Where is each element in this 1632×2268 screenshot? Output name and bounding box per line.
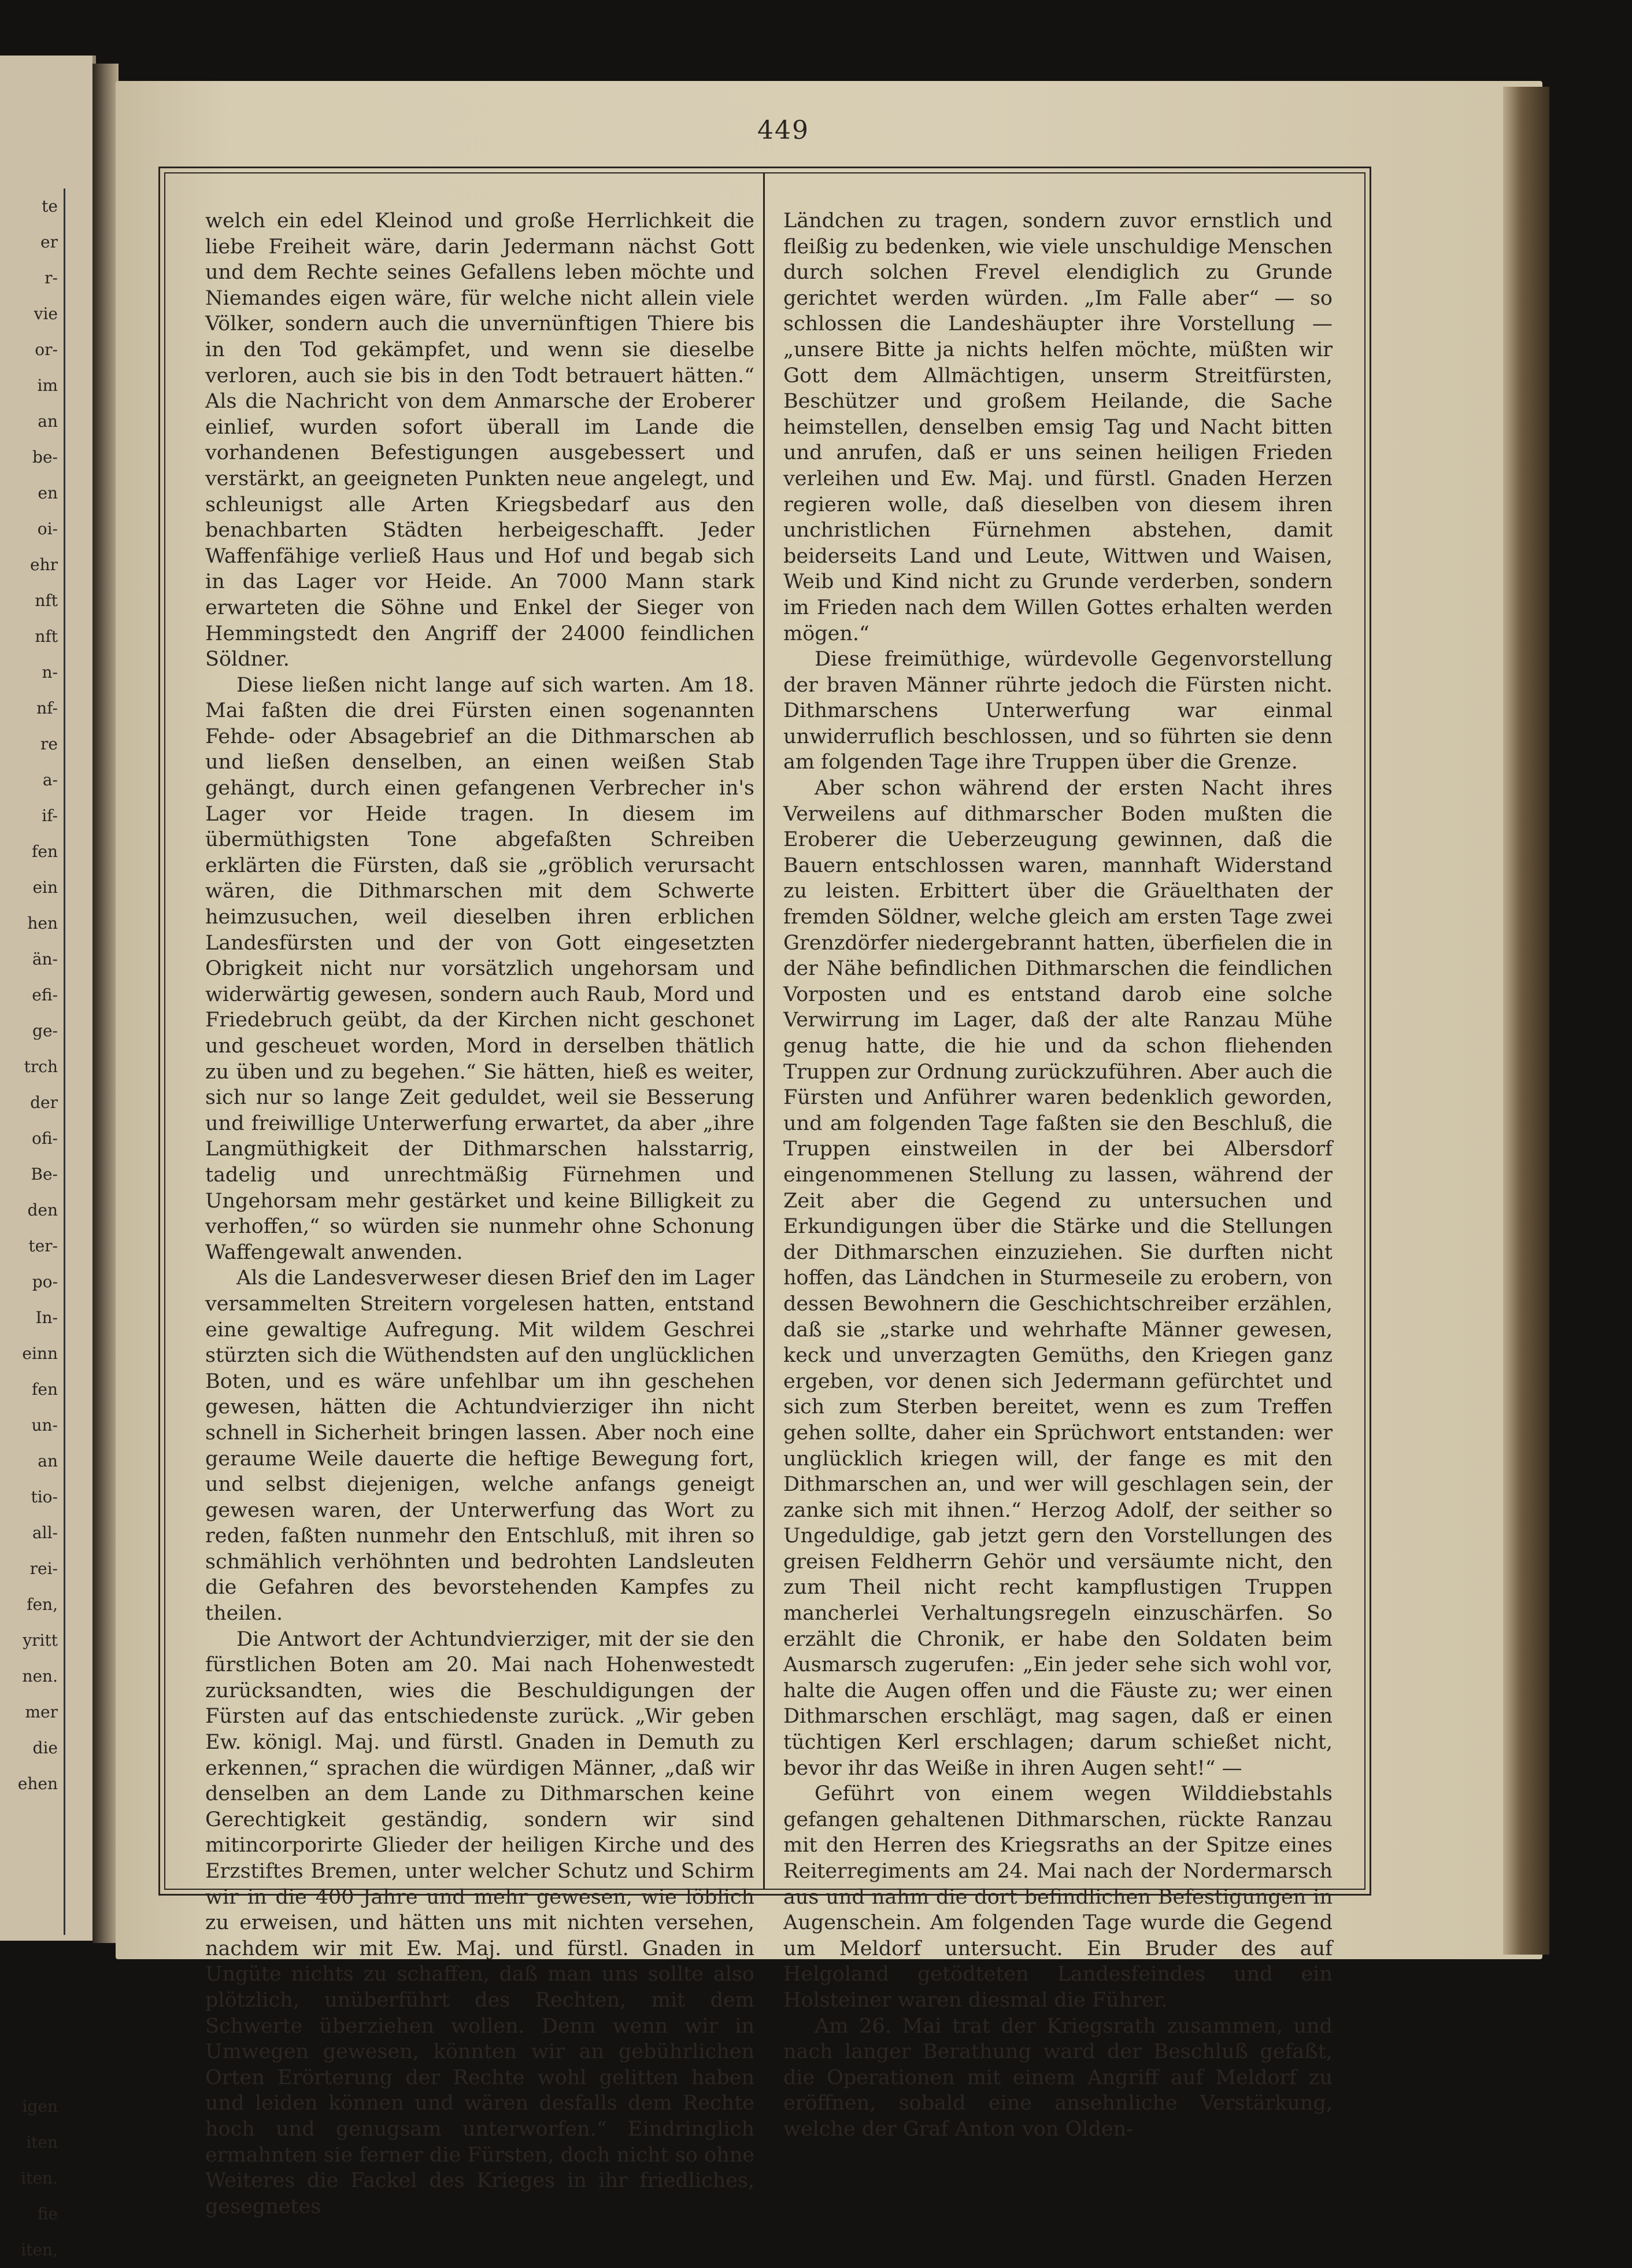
left-page-fragment: iten. (21, 2169, 58, 2188)
left-page-fragment: Be- (31, 1165, 58, 1184)
left-page-fragment: die (32, 1738, 58, 1757)
left-page-fragment (0, 1945, 64, 1981)
left-page-fragment: r- (45, 268, 58, 287)
left-page-fragment: fie (37, 2204, 58, 2223)
left-page-fragment: tio- (31, 1487, 58, 1506)
paragraph: Diese freimüthige, würdevolle Gegenvorstellung der braven Männer rührte jedoch die Fürsten nicht. Dithmarschens Unterwerfung war einmal unwiderruflich beschlossen, und so führten sie denn am folgenden Tage ihre Truppen über die Grenze. (783, 648, 1333, 774)
left-page-fragment: im (37, 376, 58, 395)
left-page-fragment: an (38, 412, 58, 431)
left-page-fragment: rei- (29, 1559, 58, 1578)
left-page-fragment: nft (35, 627, 58, 646)
left-page-fragment: ter- (28, 1236, 58, 1255)
paragraph: Geführt von einem wegen Wilddiebstahls gefangen gehaltenen Dithmarschen, rückte Ranzau mit den Herren des Kriegsraths an der Spitze eines Reiterregiments am 24. Mai nach der Nordermarsch aus und nahm die dort befindlichen Befestigungen in Augenschein. Am folgenden Tage wurde die Gegend um Meldorf untersucht. Ein Bruder des auf Helgoland getödteten Landesfeindes und ein Holsteiner waren diesmal die Führer. (783, 1782, 1333, 2012)
left-page-fragment: fen (32, 842, 58, 861)
paragraph: Die Antwort der Achtundvierziger, mit der sie den fürstlichen Boten am 20. Mai nach Hohenwestedt zurücksandten, wies die Beschuldigungen der Fürsten auf das entschiedenste zurück. „Wir geben Ew. königl. Maj. und fürstl. Gnaden in Demuth zu erkennen,“ sprachen die würdigen Männer, „daß wir denselben an dem Lande zu Dithmarschen keine Gerechtigkeit geständig, sondern wir sind mitincorporirte Glieder der heiligen Kirche und des Erzstiftes Bremen, unter welcher Schutz und Schirm wir in die 400 Jahre und mehr gewesen, wie löblich zu erweisen, und hätten uns mit nichten versehen, nachdem wir mit Ew. Maj. und fürstl. Gnaden in Ungüte nichts zu schaffen, daß man uns sollte also plötzlich, unüberführt des Rechten, mit dem Schwerte überziehen wollen. Denn wenn wir in Umwegen gewesen, könnten wir an gebührlichen Orten Erörterung der Rechte wohl gelitten haben und leiden können und wären desfalls dem Rechte hoch und genugsam unterworfen.“ Eindringlich ermahnten sie ferner die Fürsten, doch nicht so ohne Weiteres die Fackel des Krieges in ihr friedliches, gesegnetes (205, 1627, 754, 2218)
left-page-fragment: hen (27, 914, 58, 933)
left-page-fragment: ge- (32, 1021, 58, 1040)
left-page-fragment: der (30, 1093, 58, 1112)
left-page-fragment: In- (35, 1308, 58, 1327)
left-page-fragment: en (38, 483, 58, 503)
left-page-fragment: iten, (21, 2240, 58, 2259)
page-number: 449 (757, 116, 809, 145)
left-page-text-fragments (0, 189, 65, 2259)
left-page-fragment: mer (25, 1702, 58, 1722)
paragraph: Ländchen zu tragen, sondern zuvor ernstlich und fleißig zu bedenken, wie viele unschuldige Menschen durch solchen Frevel elendiglich zu Grunde gerichtet werden würden. „Im Falle aber“ — so schlossen die Landeshäupter ihre Vorstellung — „unsere Bitte ja nichts helfen möchte, müßten wir Gott dem Allmächtigen, unserm Streitfürsten, Beschützer und großem Heilande, die Sache heimstellen, denselben emsig Tag und Nacht bitten und anrufen, daß er uns seinen heiligen Frieden verleihen und Ew. Maj. und fürstl. Gnaden Herzen regieren wolle, daß dieselben von diesem ihren unchristlichen Fürnehmen abstehen, damit beiderseits Land und Leute, Wittwen und Waisen, Weib und Kind nicht zu Grunde verderben, sondern im Frieden nach dem Willen Gottes erhalten werden mögen.“ (783, 209, 1333, 645)
left-page-fragment (0, 1909, 64, 1945)
left-page-fragment (0, 1874, 64, 1909)
left-page-fragment (0, 1981, 64, 2017)
left-page-fragment: yritt (23, 1631, 58, 1650)
right-column (783, 208, 1333, 2143)
left-page-fragment: un- (31, 1416, 58, 1435)
left-page-fragment: än- (32, 950, 58, 969)
left-page-fragment (0, 1838, 64, 1874)
left-page-fragment: an (38, 1451, 58, 1471)
left-page-fragment: ein (32, 878, 58, 897)
left-page-fragment: einn (22, 1344, 58, 1363)
paragraph: Aber schon während der ersten Nacht ihres Verweilens auf dithmarscher Boden mußten die Eroberer die Ueberzeugung gewinnen, daß die Bauern entschlossen waren, mannhaft Widerstand zu leisten. Erbittert über die Gräuelthaten der fremden Söldner, welche gleich am ersten Tage zwei Grenzdörfer niedergebrannt hatten, überfielen die in der Nähe befindlichen Dithmarschen die feindlichen Vorposten und es entstand darob eine solche Verwirrung im Lager, daß der alte Ranzau Mühe genug hatte, die hie und da schon fliehenden Truppen zur Ordnung zurückzuführen. Aber auch die Fürsten und Anführer waren bedenklich geworden, und am folgenden Tage faßten sie den Beschluß, die Truppen einstweilen in der bei Albersdorf eingenommenen Stellung zu lassen, während der Zeit aber die Gegend zu untersuchen und Erkundigungen über die Stärke und die Stellungen der Dithmarschen einzuziehen. Sie durften nicht hoffen, das Ländchen in Sturmeseile zu erobern, von dessen Bewohnern die Geschichtschreiber erzählen, daß sie „starke und wehrhafte Männer gewesen, keck und unverzagten Gemüths, den Kriegen ganz ergeben, vor denen sich Jedermann gefürchtet und sich zum Sterben bereitet, wenn es zum Treffen gehen sollte, daher ein Sprüchwort entstanden: wer unglücklich kriegen will, der fange es mit den Dithmarschen an, und wer will geschlagen sein, der zanke sich mit ihnen.“ Herzog Adolf, der seither so Ungeduldige, gab jetzt gern den Vorstellungen des greisen Feldherrn Gehör und versäumte nicht, den zum Theil nicht recht kampflustigen Truppen mancherlei Verhaltungsregeln einzuschärfen. So erzählt die Chronik, er habe den Soldaten beim Ausmarsch zugerufen: „Ein jeder sehe sich wohl vor, halte die Augen offen und die Fäuste zu; wer einen Dithmarschen erschlägt, mag sagen, daß er einen tüchtigen Kerl erschlagen; darum schießet nicht, bevor ihr das Weiße in ihren Augen seht!“ — (783, 777, 1333, 1780)
left-page-fragment: re (40, 734, 58, 753)
left-page-fragment: oi- (37, 519, 58, 538)
left-page-fragment: n- (42, 663, 58, 682)
left-page-fragment: fen (32, 1380, 58, 1399)
left-page-fragment: nf- (36, 699, 58, 718)
left-page-fragment: be- (32, 448, 58, 467)
left-page-fragment: igen (22, 2097, 58, 2116)
left-page-fragment: iten (26, 2133, 58, 2152)
book-spine (92, 64, 119, 1943)
left-page-fragment (0, 2053, 64, 2089)
left-page-fragment: ehr (30, 555, 58, 574)
left-page-fragment: er (40, 232, 58, 252)
paragraph: welch ein edel Kleinod und große Herrlichkeit die liebe Freiheit wäre, darin Jedermann nächst Gott und dem Rechte seines Gefallens leben möchte und Niemandes eigen wäre, für welche nicht allein viele Völker, sondern auch die unvernünftigen Thiere bis in den Tod gekämpfet, und wenn sie dieselbe verloren, auch sie bis in den Todt betrauert hätten.“ Als die Nachricht von dem Anmarsche der Eroberer einlief, wurden sofort überall im Lande die vorhandenen Befestigungen ausgebessert und verstärkt, an geeigneten Punkten neue angelegt, und schleunigst alle Arten Kriegsbedarf aus den benachbarten Städten herbeigeschafft. Jeder Waffenfähige verließ Haus und Hof und begab sich in das Lager vor Heide. An 7000 Mann stark erwarteten die Söhne und Enkel der Sieger von Hemmingstedt den Angriff der 24000 feindlichen Söldner. (205, 209, 754, 671)
left-page-fragment: all- (32, 1523, 58, 1542)
left-page-fragment: if- (42, 806, 58, 825)
left-page-fragment: po- (32, 1272, 58, 1291)
left-page-fragment: nft (35, 591, 58, 610)
left-page-fragment: fen, (27, 1595, 58, 1614)
left-page-fragment: a- (42, 770, 58, 789)
left-page-fragment: nen. (22, 1667, 58, 1686)
left-page-fragment: te (42, 197, 58, 216)
left-page-edge (0, 56, 96, 2259)
left-page-fragment: ehen (17, 1774, 58, 1793)
left-column (205, 208, 754, 2219)
left-page-fragment (0, 2017, 64, 2053)
left-page-fragment (0, 1802, 64, 1838)
paragraph: Am 26. Mai trat der Kriegsrath zusammen, und nach langer Berathung ward der Beschluß gefaßt, die Operationen mit einem Angriff auf Meldorf zu eröffnen, sobald eine ansehnliche Verstärkung, welche der Graf Anton von Olden- (783, 2014, 1333, 2141)
paragraph: Als die Landesverweser diesen Brief den im Lager versammelten Streitern vorgelesen hatten, entstand eine gewaltige Aufregung. Mit wildem Geschrei stürzten sich die Wüthendsten auf den unglücklichen Boten, und es wäre unfehlbar um ihn geschehen gewesen, hätten die Achtundvierziger ihn nicht schnell in Sicherheit bringen lassen. Aber noch eine geraume Weile dauerte die heftige Bewegung fort, und selbst diejenigen, welche anfangs geneigt gewesen waren, der Unterwerfung das Wort zu reden, faßten nunmehr den Entschluß, mit ihren so schmählich verhöhnten und bedrohten Landsleuten die Gefahren des bevorstehenden Kampfes zu theilen. (205, 1266, 754, 1626)
left-page-fragment: efi- (32, 985, 58, 1004)
column-divider (763, 172, 765, 1890)
paragraph: Diese ließen nicht lange auf sich warten. Am 18. Mai faßten die drei Fürsten einen sogenannten Fehde- oder Absagebrief an die Dithmarschen ab und ließen denselben, an einen weißen Stab gehängt, durch einen gefangenen Verbrecher in's Lager vor Heide tragen. In diesem im übermüthigsten Tone abgefaßten Schreiben erklärten die Fürsten, daß sie „gröblich verursacht wären, die Dithmarschen mit dem Schwerte heimzusuchen, weil dieselben ihren erblichen Landesfürsten und der von Gott eingesetzten Obrigkeit nicht nur vorsätzlich ungehorsam und widerwärtig gewesen, sondern auch Raub, Mord und Friedebruch geübt, da der Kirchen nicht geschonet und gescheuet worden, Mord in derselben thätlich zu üben und zu begehen.“ Sie hätten, hieß es weiter, sich nur so lange Zeit geduldet, weil sie Besserung und freiwillige Unterwerfung erwartet, da aber „ihre Langmüthigkeit der Dithmarschen halsstarrig, tadelig und unrechtmäßig Fürnehmen und Ungehorsam mehr gestärket und keine Billigkeit zu verhoffen,“ so würden sie nunmehr ohne Schonung Waffengewalt anwenden. (205, 673, 754, 1264)
left-page-fragment: ofi- (32, 1129, 58, 1148)
left-page-fragment: vie (34, 304, 58, 323)
left-page-fragment: or- (35, 340, 58, 359)
page-edge-shadow (1503, 87, 1549, 1955)
left-page-fragment: den (27, 1201, 58, 1220)
left-page-fragment: trch (24, 1057, 58, 1076)
